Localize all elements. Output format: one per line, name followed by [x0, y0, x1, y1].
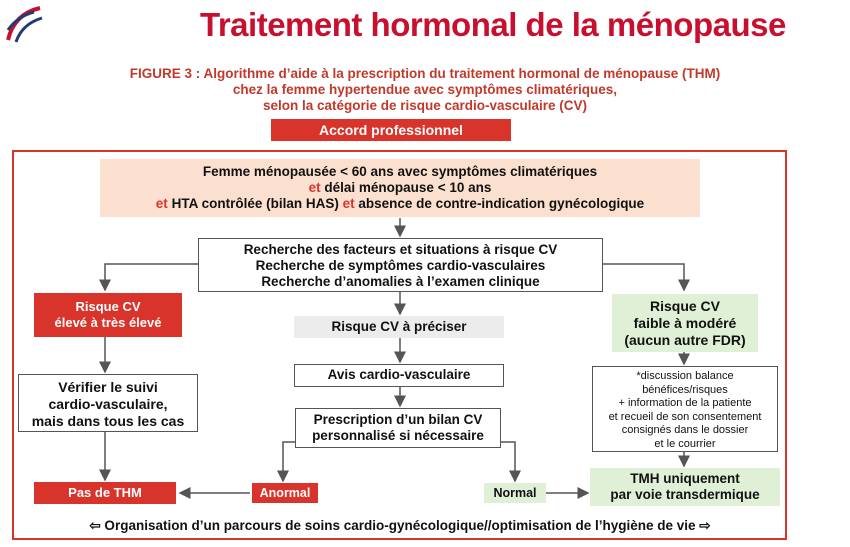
verify-line-1: Vérifier le suivi	[58, 379, 158, 395]
figure-caption-line-1: FIGURE 3 : Algorithme d’aide à la prescription du traitement hormonal de ménopause (THM)	[129, 66, 721, 81]
arrow-search-to-right	[603, 264, 684, 290]
high-risk-line-2: élevé à très élevé	[54, 315, 162, 330]
prescription-line-1: Prescription d’un bilan CV	[313, 412, 483, 427]
discussion-line-6: et le courrier	[654, 437, 716, 450]
discussion-line-1: *discussion balance	[636, 370, 734, 382]
search-line-1: Recherche des facteurs et situations à risque CV	[243, 242, 558, 257]
start-line-3	[100, 196, 700, 212]
discussion-line-2: bénéfices/risques	[642, 383, 728, 396]
start-kw-and-2: et	[155, 196, 168, 211]
arrow-prescription-to-normal	[501, 442, 515, 481]
arrow-search-to-left	[105, 264, 198, 290]
discussion-line-5: consignés dans le dossier	[621, 424, 749, 436]
search-line-2: Recherche de symptômes cardio-vasculaires	[255, 258, 546, 273]
transdermal-line-2: par voie transdermique	[610, 487, 760, 502]
discussion-line-3: + information de la patiente	[618, 397, 752, 409]
low-risk-line-3: (aucun autre FDR)	[624, 332, 746, 348]
low-risk-line-2: faible à modéré	[633, 315, 737, 331]
arrow-prescription-to-abnormal	[283, 442, 295, 481]
abnormal-box: Anormal	[252, 483, 318, 503]
start-line-1: Femme ménopausée < 60 ans avec symptômes climatériques	[202, 164, 598, 179]
figure-caption-line-3: selon la catégorie de risque cardio-vasculaire (CV)	[262, 98, 588, 113]
no-thm-box: Pas de THM	[34, 482, 176, 504]
search-box	[198, 238, 603, 292]
prescription-line-2: personnalisé si nécessaire	[312, 428, 484, 443]
normal-box: Normal	[484, 483, 546, 503]
transdermal-line-1: TMH uniquement	[630, 471, 740, 486]
high-risk-line-1: Risque CV	[75, 299, 141, 314]
slide-title: Traitement hormonal de la ménopause	[200, 6, 786, 43]
search-line-3: Recherche d’anomalies à l’examen clinique	[261, 274, 540, 289]
discussion-box	[592, 366, 778, 452]
prescription-box	[295, 408, 501, 448]
discussion-line-4: et recueil de son consentement	[608, 410, 762, 423]
start-kw-and-3: et	[342, 196, 355, 211]
transdermal-outcome-box	[590, 468, 780, 506]
verify-line-2: cardio-vasculaire,	[48, 396, 168, 412]
figure-caption-line-2: chez la femme hypertendue avec symptômes climatériques,	[232, 82, 618, 97]
mid-risk-box: Risque CV à préciser	[294, 316, 504, 338]
start-line-3-text-2: absence de contre-indication gynécologique	[358, 196, 645, 211]
start-line-2	[100, 180, 700, 196]
low-risk-line-1: Risque CV	[649, 298, 720, 314]
accord-badge: Accord professionnel	[271, 119, 511, 141]
start-kw-and-1: et	[308, 180, 321, 195]
cardio-opinion-box: Avis cardio-vasculaire	[294, 364, 504, 387]
start-line-3-text-1: HTA contrôlée (bilan HAS)	[171, 196, 339, 211]
verify-box	[18, 374, 198, 432]
high-risk-box	[34, 293, 182, 337]
care-pathway-footer: ⇦ Organisation d’un parcours de soins cardio-gynécologique//optimisation de l’hygiène de vie ⇨	[89, 518, 711, 533]
verify-line-3: mais dans tous les cas	[31, 413, 185, 429]
low-risk-box	[612, 294, 758, 352]
start-box	[100, 159, 700, 217]
start-line-2-text: délai ménopause < 10 ans	[324, 180, 492, 195]
